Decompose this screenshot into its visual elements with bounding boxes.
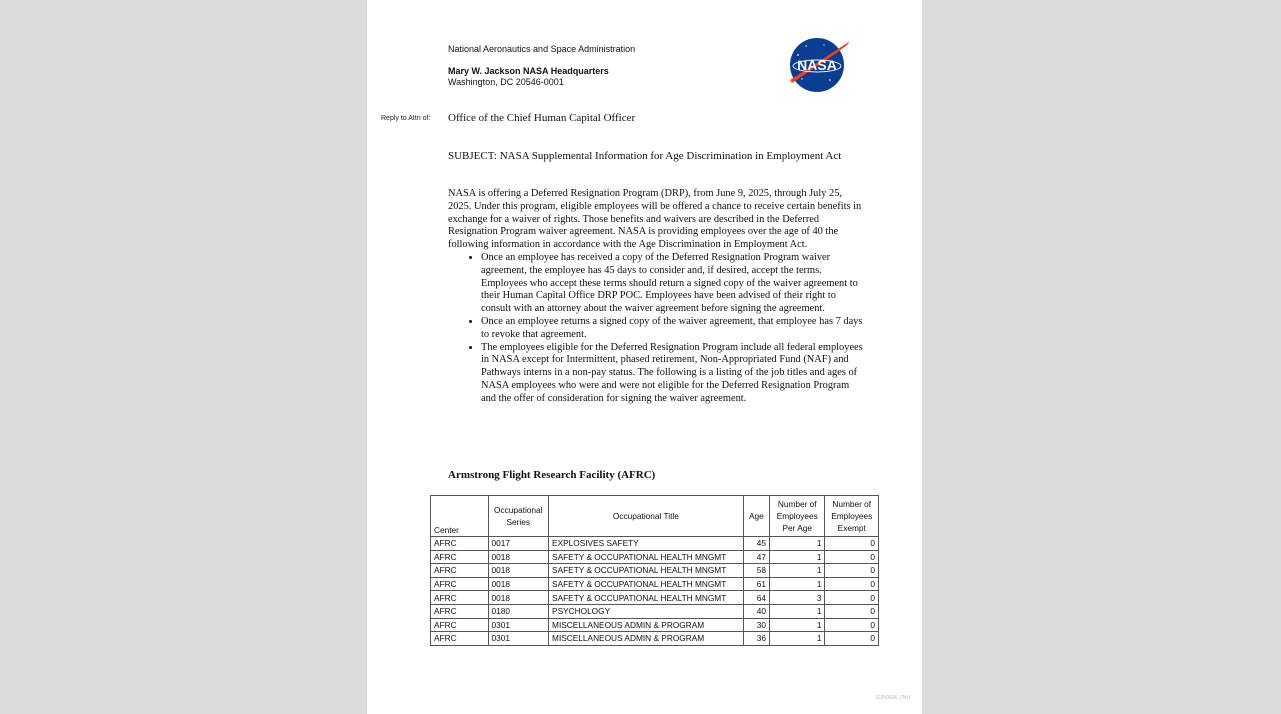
cell-center: AFRC (431, 537, 489, 551)
table-row (431, 618, 879, 632)
cell-age: 64 (743, 591, 769, 605)
bullet-item: • Once an employee returns a signed copy of the waiver agreement, that employee has 7 days to revoke that agreement. (481, 316, 863, 342)
header-per-age: Number of Employees Per Age (769, 496, 824, 537)
cell-title: PSYCHOLOGY (549, 604, 744, 618)
cell-center: AFRC (431, 577, 489, 591)
cell-series: 0018 (488, 564, 549, 578)
cell-per-age: 1 (769, 632, 824, 646)
reply-to-label: Reply to Attn of: (381, 115, 431, 122)
cell-center: AFRC (431, 604, 489, 618)
cell-series: 0018 (488, 577, 549, 591)
cell-series: 0301 (488, 618, 549, 632)
cell-exempt: 0 (825, 564, 879, 578)
table-header-row (431, 496, 879, 537)
table-row (431, 564, 879, 578)
letter-body (448, 188, 863, 406)
cell-center: AFRC (431, 591, 489, 605)
subject-line: SUBJECT: NASA Supplemental Information for Age Discrimination in Employment Act (448, 150, 842, 162)
cell-title: SAFETY & OCCUPATIONAL HEALTH MNGMT (549, 577, 744, 591)
cell-series: 0301 (488, 632, 549, 646)
nasa-logo-icon (784, 35, 854, 95)
cell-age: 40 (743, 604, 769, 618)
header-title: Occupational Title (549, 496, 744, 537)
table-row (431, 604, 879, 618)
headquarters-address: Washington, DC 20546-0001 (448, 77, 564, 87)
cell-exempt: 0 (825, 604, 879, 618)
cell-exempt: 0 (825, 577, 879, 591)
cell-age: 36 (743, 632, 769, 646)
cell-per-age: 1 (769, 564, 824, 578)
table-row (431, 577, 879, 591)
cell-center: AFRC (431, 564, 489, 578)
cell-center: AFRC (431, 618, 489, 632)
cell-age: 47 (743, 550, 769, 564)
cell-title: EXPLOSIVES SAFETY (549, 537, 744, 551)
reply-office: Office of the Chief Human Capital Officer (448, 112, 636, 124)
document-page (367, 0, 922, 714)
header-series: Occupational Series (488, 496, 549, 537)
cell-title: SAFETY & OCCUPATIONAL HEALTH MNGMT (549, 564, 744, 578)
cell-per-age: 1 (769, 550, 824, 564)
cell-title: MISCELLANEOUS ADMIN & PROGRAM (549, 632, 744, 646)
cell-exempt: 0 (825, 632, 879, 646)
agency-name: National Aeronautics and Space Administration (448, 44, 636, 54)
cell-exempt: 0 (825, 591, 879, 605)
table-row (431, 550, 879, 564)
footer-stamp: 20250606_2NH (874, 695, 910, 701)
cell-series: 0017 (488, 537, 549, 551)
bullet-item: • The employees eligible for the Deferred Resignation Program include all federal employees in NASA except for Intermittent, phased retirement, Non-Appropriated Fund (NAF) and Pathways interns in a non-pay status. The following is a listing of the job titles and ages of NASA employees who were and were not eligible for the Deferred Resignation Program and the offer of consideration for signing the waiver agreement. (481, 342, 863, 406)
table-row (431, 537, 879, 551)
cell-series: 0018 (488, 591, 549, 605)
cell-center: AFRC (431, 632, 489, 646)
cell-series: 0180 (488, 604, 549, 618)
headquarters-name: Mary W. Jackson NASA Headquarters (448, 66, 609, 76)
cell-per-age: 1 (769, 604, 824, 618)
cell-per-age: 1 (769, 618, 824, 632)
intro-paragraph: NASA is offering a Deferred Resignation Program (DRP), from June 9, 2025, through July 25, 2025. Under this program, eligible employees will be offered a chance to receive certain benefits in exchange for a waiver of rights. Those benefits and waivers are described in the Deferred Resignation Program waiver agreement. NASA is providing employees over the age of 40 the following information in accordance with the Age Discrimination in Employment Act. (448, 188, 862, 251)
header-center: Center (431, 496, 489, 537)
cell-per-age: 3 (769, 591, 824, 605)
employee-table (430, 495, 879, 646)
cell-exempt: 0 (825, 618, 879, 632)
cell-per-age: 1 (769, 537, 824, 551)
header-age: Age (743, 496, 769, 537)
cell-exempt: 0 (825, 537, 879, 551)
bullet-item: • Once an employee has received a copy of the Deferred Resignation Program waiver agreement, the employee has 45 days to consider and, if desired, accept the terms. Employees who accept these terms should return a signed copy of the waiver agreement to their Human Capital Office DRP POC. Employees have been advised of their right to consult with an attorney about the waiver agreement before signing the agreement. (481, 252, 863, 316)
header-exempt: Number of Employees Exempt (825, 496, 879, 537)
cell-title: MISCELLANEOUS ADMIN & PROGRAM (549, 618, 744, 632)
cell-age: 61 (743, 577, 769, 591)
cell-series: 0018 (488, 550, 549, 564)
cell-exempt: 0 (825, 550, 879, 564)
section-title: Armstrong Flight Research Facility (AFRC) (448, 469, 656, 481)
cell-age: 45 (743, 537, 769, 551)
cell-age: 30 (743, 618, 769, 632)
cell-title: SAFETY & OCCUPATIONAL HEALTH MNGMT (549, 591, 744, 605)
cell-per-age: 1 (769, 577, 824, 591)
table-row (431, 591, 879, 605)
bullet-list (448, 252, 863, 406)
cell-age: 58 (743, 564, 769, 578)
nasa-logo-text: NASA (797, 57, 837, 73)
cell-title: SAFETY & OCCUPATIONAL HEALTH MNGMT (549, 550, 744, 564)
table-row (431, 632, 879, 646)
cell-center: AFRC (431, 550, 489, 564)
